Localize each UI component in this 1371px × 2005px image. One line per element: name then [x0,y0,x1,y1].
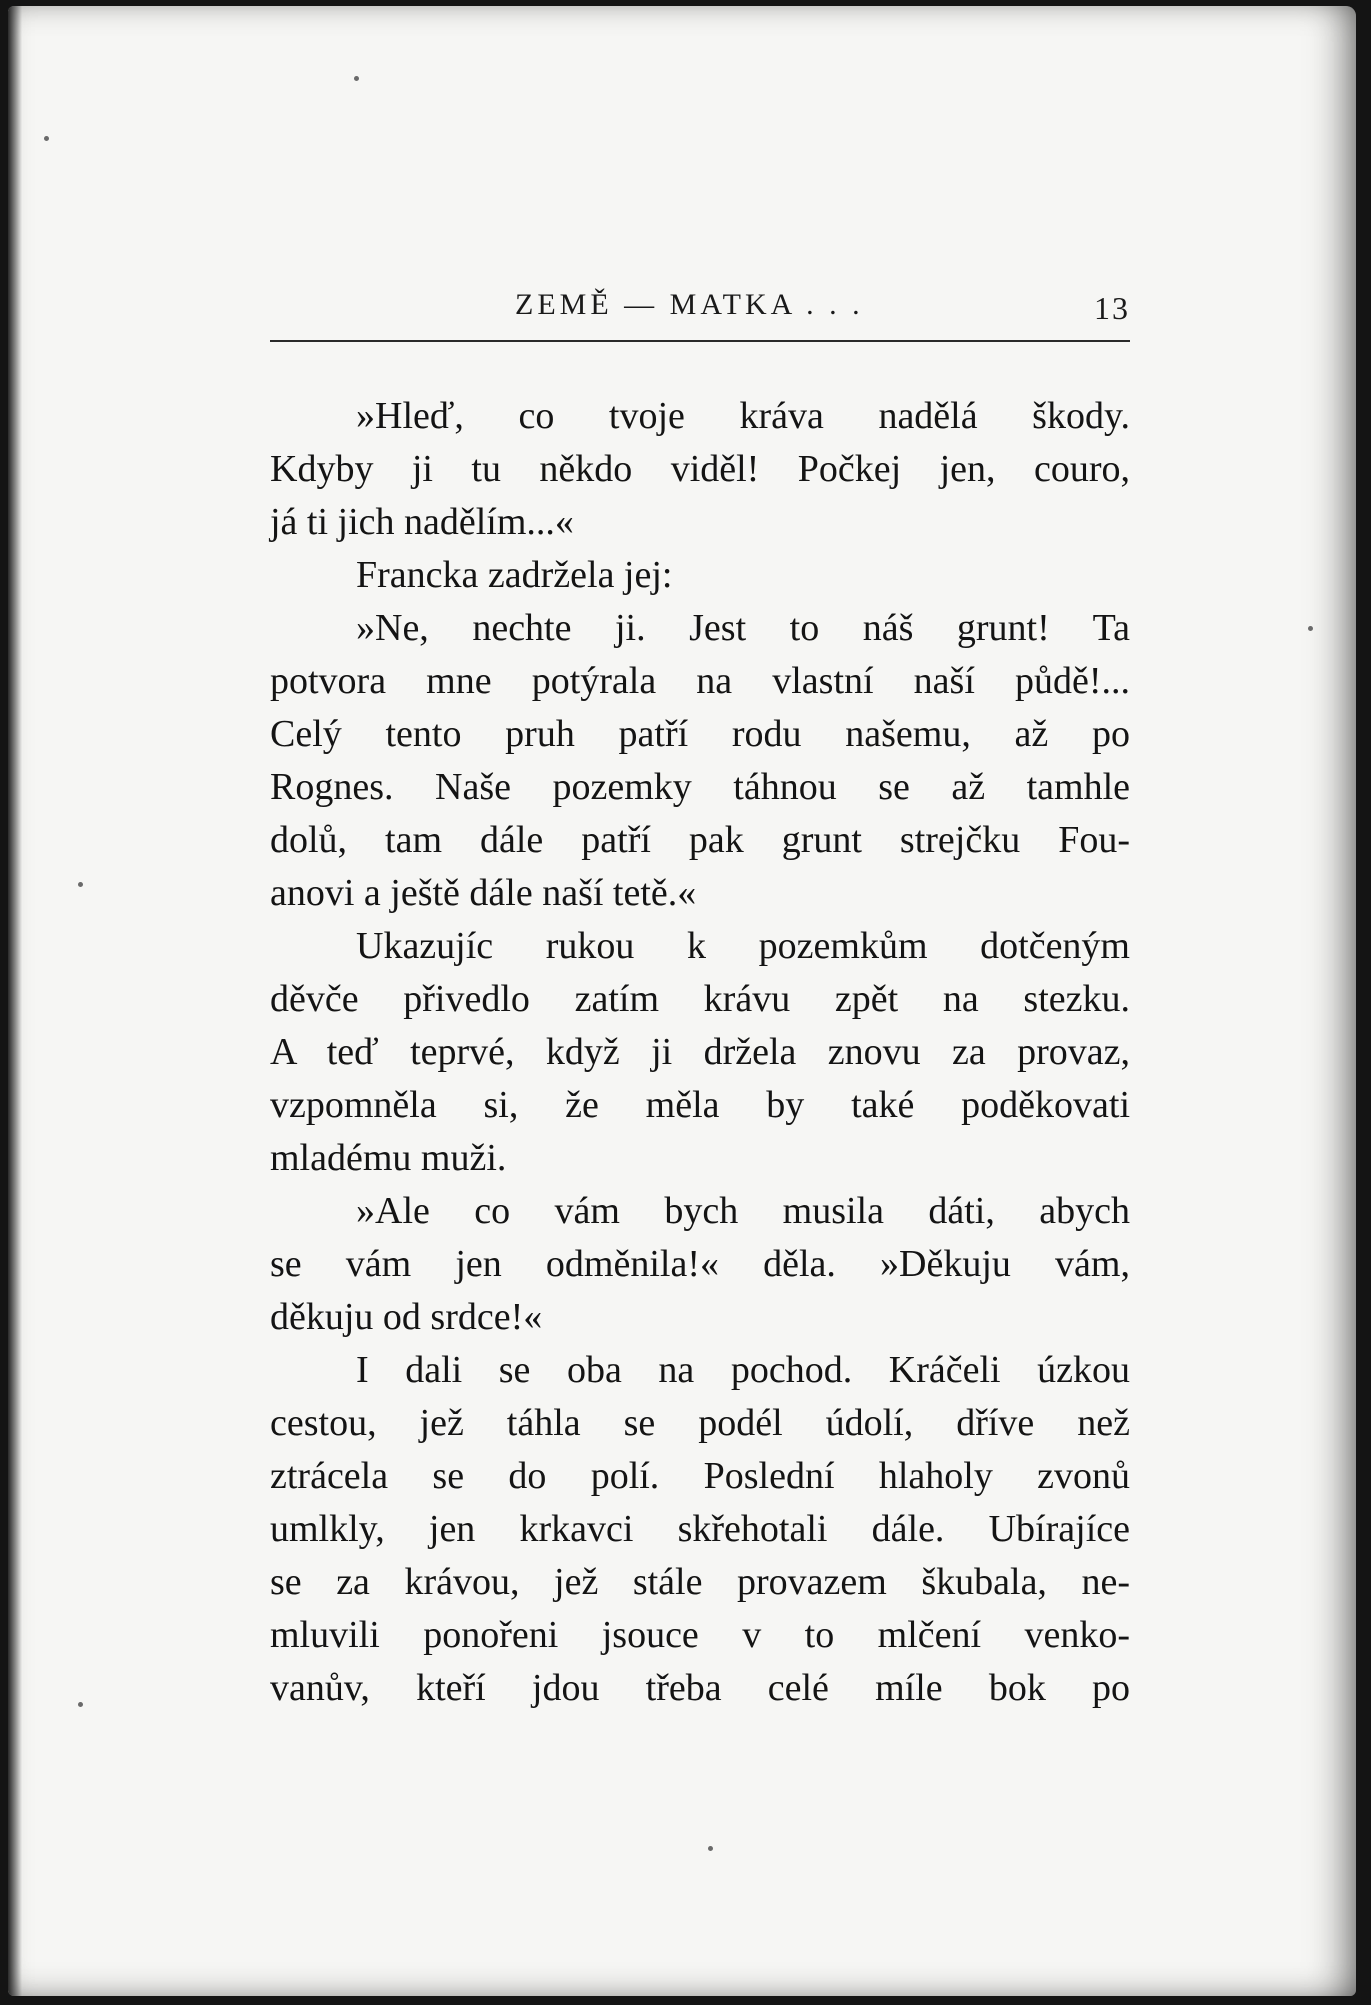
text-line: děvče přivedlo zatím krávu zpět na stezku. [270,978,1130,1020]
print-speck [78,1702,83,1707]
print-speck [354,76,359,81]
text-line: Celý tento pruh patří rodu našemu, až po [270,713,1130,755]
text-line: ztrácela se do polí. Poslední hlaholy zvonů [270,1455,1130,1497]
page-number: 13 [1094,290,1130,326]
text-line: já ti jich nadělím...« [270,501,574,543]
text-line: vanův, kteří jdou třeba celé míle bok po [270,1667,1130,1709]
running-title: ZEMĚ — MATKA . . . [515,288,864,321]
print-speck [44,136,49,141]
text-line: A teď teprvé, když ji držela znovu za provaz, [270,1031,1130,1073]
body-text [270,390,1130,1715]
text-line: se vám jen odměnila!« děla. »Děkuju vám, [270,1243,1130,1285]
running-head [270,282,1130,332]
text-line: Ukazujíc rukou k pozemkům dotčeným [356,925,1130,967]
header-rule [270,340,1130,342]
text-line: se za krávou, jež stále provazem škubala, ne- [270,1561,1130,1603]
text-line: Kdyby ji tu někdo viděl! Počkej jen, couro, [270,448,1130,490]
text-line: děkuju od srdce!« [270,1296,543,1338]
text-line: dolů, tam dále patří pak grunt strejčku Fou- [270,819,1130,861]
text-line: »Hleď, co tvoje kráva nadělá škody. [356,395,1130,437]
text-line: I dali se oba na pochod. Kráčeli úzkou [356,1349,1130,1391]
binding-shadow [8,6,22,1996]
print-speck [1308,626,1313,631]
text-line: »Ale co vám bych musila dáti, abych [356,1190,1130,1232]
text-line: umlkly, jen krkavci skřehotali dále. Ubírajíce [270,1508,1130,1550]
text-line: potvora mne potýrala na vlastní naší půdě!... [270,660,1130,702]
text-line: anovi a ještě dále naší tetě.« [270,872,697,914]
text-line: Francka zadržela jej: [356,554,673,596]
text-line: cestou, jež táhla se podél údolí, dříve než [270,1402,1130,1444]
text-line: »Ne, nechte ji. Jest to náš grunt! Ta [356,607,1130,649]
print-speck [78,882,83,887]
book-page [8,6,1356,1996]
text-line: mluvili ponořeni jsouce v to mlčení venko- [270,1614,1130,1656]
text-line: mladému muži. [270,1137,507,1179]
print-speck [708,1846,713,1851]
text-line: Rognes. Naše pozemky táhnou se až tamhle [270,766,1130,808]
text-line: vzpomněla si, že měla by také poděkovati [270,1084,1130,1126]
